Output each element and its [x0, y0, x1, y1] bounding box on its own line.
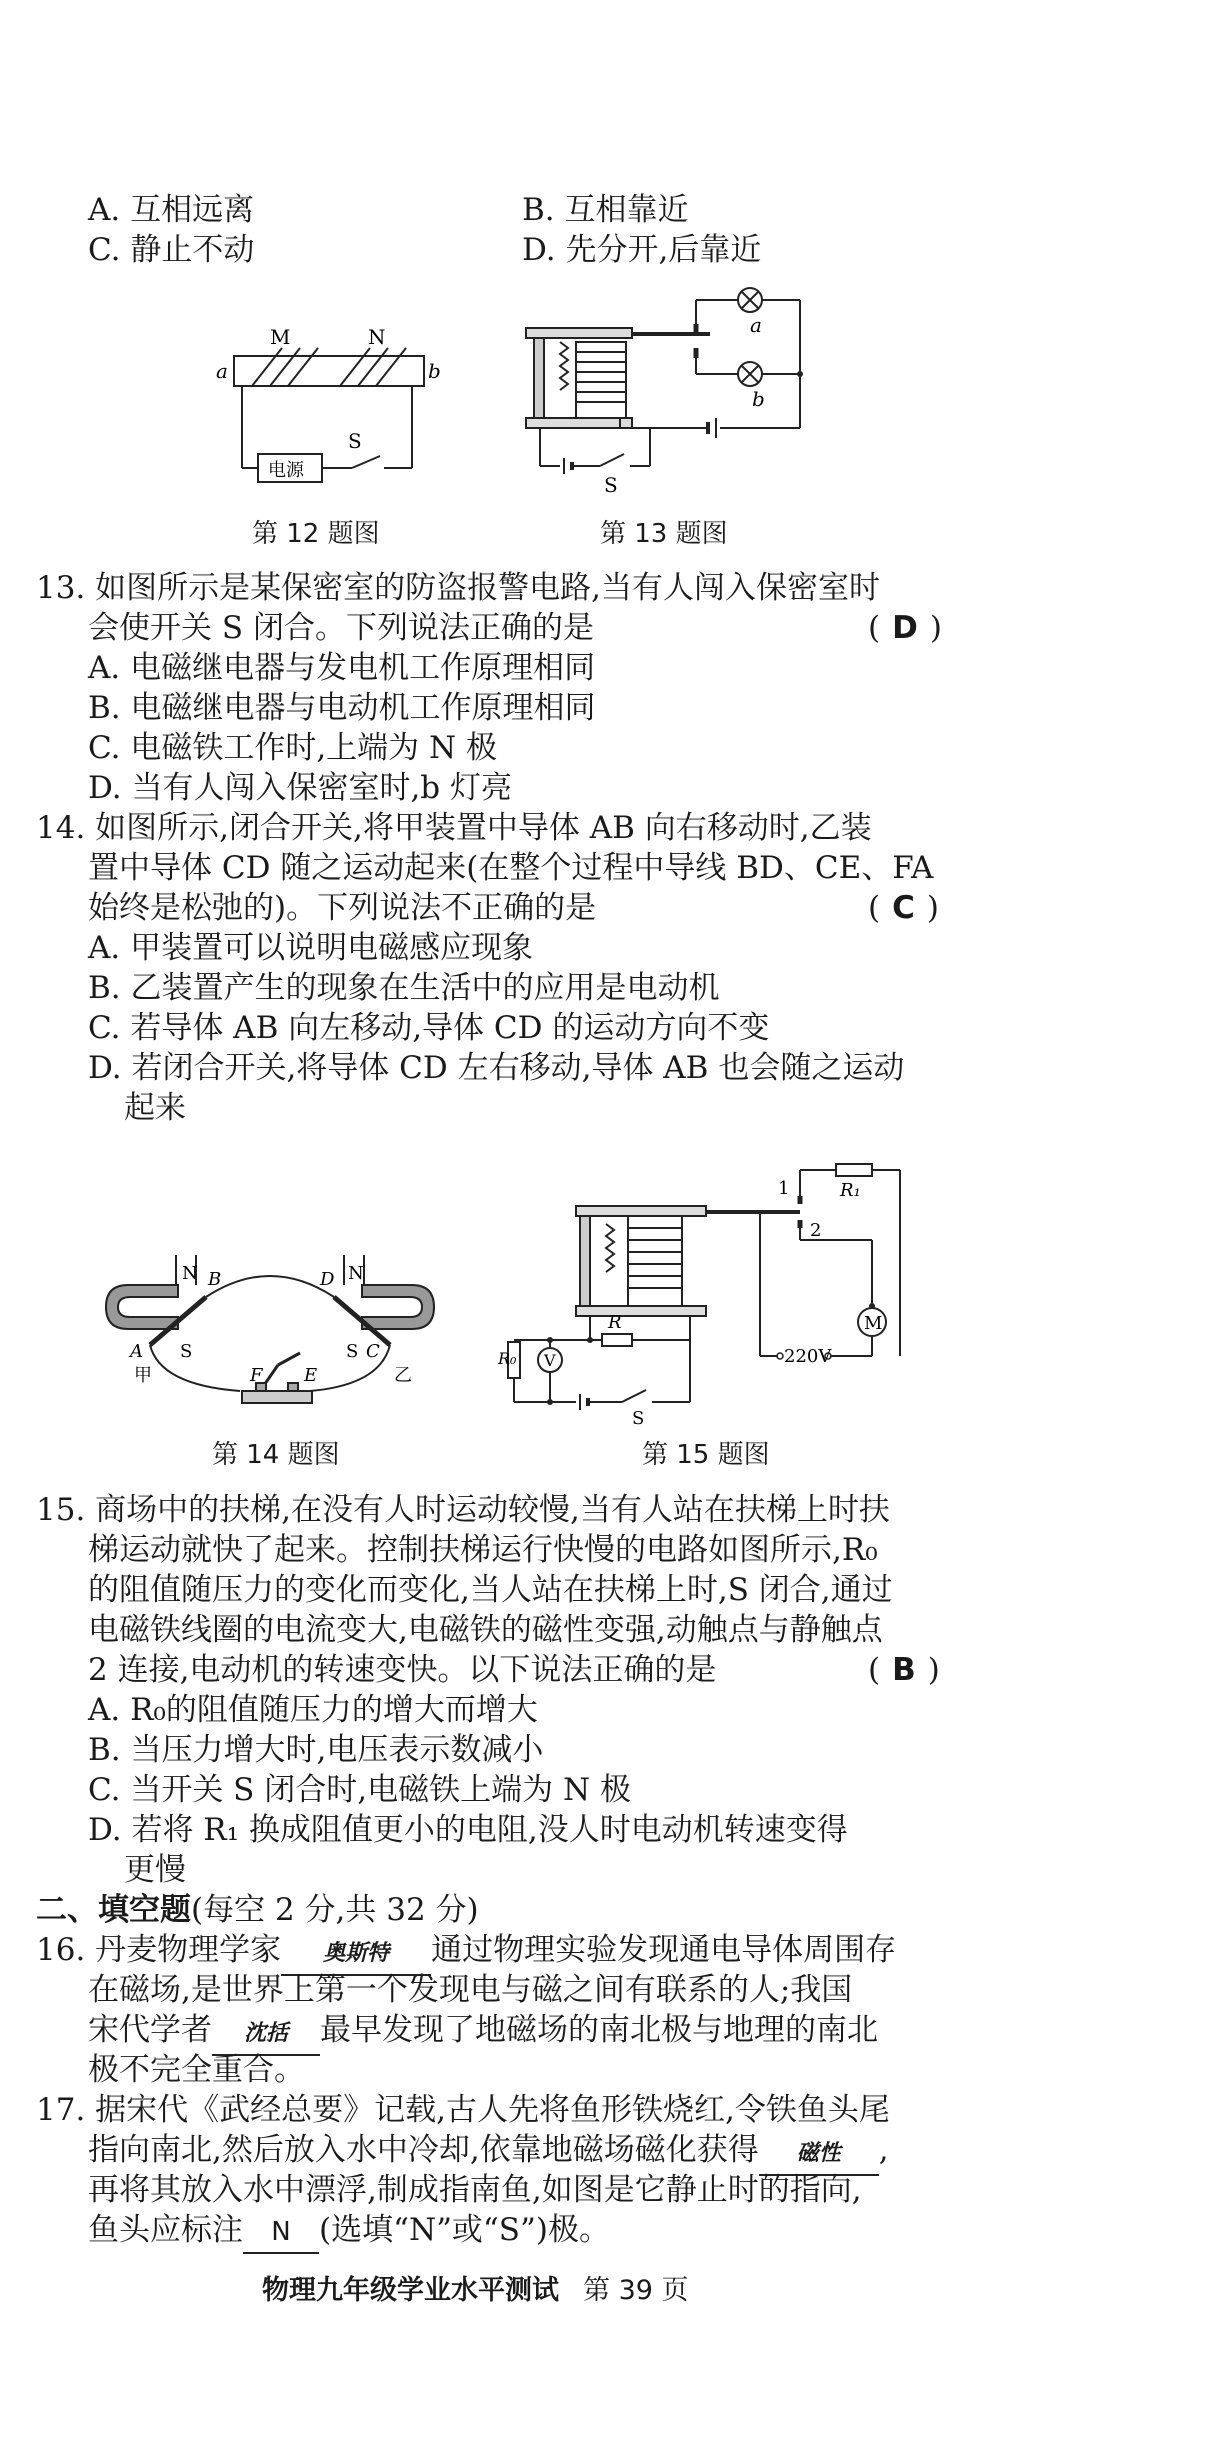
q15-option-c: C. 当开关 S 闭合时,电磁铁上端为 N 极: [88, 1772, 631, 1808]
fig15-label-r0: R₀: [498, 1349, 517, 1368]
fig15-label-contact-1: 1: [778, 1178, 790, 1199]
q14-option-d-cont: 起来: [124, 1090, 186, 1126]
q17-line-1: 17. 据宋代《武经总要》记载,古人先将鱼形铁烧红,令铁鱼头尾: [36, 2092, 890, 2128]
figure-15: [498, 1140, 900, 1429]
q12-option-a: A. 互相远离: [88, 192, 255, 228]
fig13-label-b: b: [752, 387, 765, 411]
fig13-caption: 第 13 题图: [600, 519, 728, 549]
q15-stem-5: 2 连接,电动机的转速变快。以下说法正确的是: [88, 1652, 717, 1688]
q15-option-a: A. R₀的阻值随压力的增大而增大: [88, 1692, 538, 1728]
q17-part-4: 鱼头应标注: [88, 2212, 243, 2248]
q14-stem-2: 置中导体 CD 随之运动起来(在整个过程中导线 BD、CE、FA: [88, 850, 934, 886]
q14-option-c: C. 若导体 AB 向左移动,导体 CD 的运动方向不变: [88, 1010, 770, 1046]
fig14-label-a: A: [130, 1341, 143, 1362]
section-2-heading: [36, 1890, 479, 1930]
q16-line-4: 极不完全重合。: [88, 2052, 305, 2088]
fig12-label-n: N: [368, 325, 386, 349]
q13-stem-2: 会使开关 S 闭合。下列说法正确的是: [88, 610, 594, 646]
fig14-label-d: D: [320, 1269, 335, 1290]
q15-stem-1: 15. 商场中的扶梯,在没有人时运动较慢,当有人站在扶梯上时扶: [36, 1492, 890, 1528]
q17-blank-1: 磁性: [759, 2134, 879, 2176]
q15-option-b: B. 当压力增大时,电压表示数减小: [88, 1732, 544, 1768]
q13-option-c: C. 电磁铁工作时,上端为 N 极: [88, 730, 498, 766]
fig12-label-b: b: [428, 359, 441, 383]
q13-stem-1: 13. 如图所示是某保密室的防盗报警电路,当有人闯入保密室时: [36, 570, 881, 606]
figure-14: [100, 1215, 460, 1415]
q13-option-a: A. 电磁继电器与发电机工作原理相同: [88, 650, 596, 686]
fig14-label-n1: N: [182, 1263, 198, 1284]
q17-line-3: 再将其放入水中漂浮,制成指南鱼,如图是它静止时的指向,: [88, 2172, 862, 2208]
q17-part-2: 指向南北,然后放入水中冷却,依靠地磁场磁化获得: [88, 2132, 759, 2168]
q16-part-4: 最早发现了地磁场的南北极与地理的南北: [320, 2012, 878, 2048]
q13-answer: ( D ): [868, 610, 942, 646]
q17-blank-2: N: [243, 2212, 319, 2254]
fig15-label-v: V: [544, 1351, 556, 1370]
fig14-label-s1: S: [180, 1341, 193, 1362]
q13-option-b: B. 电磁继电器与电动机工作原理相同: [88, 690, 596, 726]
q17-part-2-end: ,: [878, 2132, 889, 2168]
q15-option-d: D. 若将 R₁ 换成阻值更小的电阻,没人时电动机转速变得: [88, 1812, 848, 1848]
q15-answer: ( B ): [868, 1652, 940, 1688]
section-2-title: 二、填空题: [36, 1892, 191, 1928]
q16-part-2: 通过物理实验发现通电导体周围存: [431, 1932, 897, 1968]
q15-stem-4: 电磁铁线圈的电流变大,电磁铁的磁性变强,动触点与静触点: [88, 1612, 883, 1648]
q16-blank-2: 沈括: [212, 2014, 320, 2056]
q14-answer: ( C ): [868, 890, 939, 926]
q13-answer-value: D: [892, 610, 918, 646]
q14-option-d: D. 若闭合开关,将导体 CD 左右移动,导体 AB 也会随之运动: [88, 1050, 905, 1086]
fig15-label-m: M: [864, 1313, 883, 1334]
fig15-label-r1: R₁: [840, 1180, 861, 1201]
fig14-label-n2: N: [348, 1263, 364, 1284]
fig12-switch-label: S: [348, 429, 362, 453]
fig14-label-c: C: [366, 1341, 380, 1362]
q13-option-d: D. 当有人闯入保密室时,b 灯亮: [88, 770, 513, 806]
q15-stem-3: 的阻值随压力的变化而变化,当人站在扶梯上时,S 闭合,通过: [88, 1572, 893, 1608]
q15-option-d-cont: 更慢: [124, 1852, 186, 1888]
fig12-power-label: 电源: [268, 460, 304, 481]
fig15-caption: 第 15 题图: [642, 1440, 770, 1470]
fig14-caption: 第 14 题图: [212, 1440, 340, 1470]
fig12-label-m: M: [270, 325, 291, 349]
q14-option-a: A. 甲装置可以说明电磁感应现象: [88, 930, 534, 966]
fig12-caption: 第 12 题图: [252, 519, 380, 549]
fig14-label-e: E: [304, 1365, 318, 1386]
q12-option-b: B. 互相靠近: [522, 192, 689, 228]
fig15-label-r: R: [608, 1312, 622, 1333]
footer-title: 物理九年级学业水平测试: [262, 2275, 559, 2306]
page-footer: [262, 2268, 689, 2307]
q17-part-4-end: (选填“N”或“S”)极。: [319, 2212, 610, 2248]
fig14-label-jia: 甲: [134, 1365, 152, 1386]
fig15-label-volt: 220V: [784, 1346, 832, 1367]
q15-stem-2: 梯运动就快了起来。控制扶梯运行快慢的电路如图所示,R₀: [88, 1532, 878, 1568]
fig14-label-yi: 乙: [394, 1365, 412, 1386]
q16-line-2: 在磁场,是世界上第一个发现电与磁之间有联系的人;我国: [88, 1972, 853, 2008]
footer-page: 第 39 页: [583, 2275, 689, 2306]
q16-part-3: 宋代学者: [88, 2012, 212, 2048]
fig14-label-s2: S: [346, 1341, 359, 1362]
fig14-label-b: B: [208, 1269, 222, 1290]
fig13-switch-label: S: [604, 473, 618, 497]
q14-stem-3: 始终是松弛的)。下列说法不正确的是: [88, 890, 597, 926]
fig14-label-f: F: [250, 1365, 263, 1386]
q17-line-4: [88, 2210, 610, 2254]
section-2-note: (每空 2 分,共 32 分): [191, 1892, 479, 1928]
q12-option-c: C. 静止不动: [88, 232, 255, 268]
q14-answer-value: C: [892, 890, 915, 926]
figure-12: [212, 320, 452, 500]
fig15-label-s: S: [632, 1408, 645, 1429]
fig13-label-a: a: [750, 313, 762, 337]
q16-blank-1: 奥斯特: [281, 1934, 431, 1976]
q16-part-1: 16. 丹麦物理学家: [36, 1932, 282, 1968]
q14-option-b: B. 乙装置产生的现象在生活中的应用是电动机: [88, 970, 720, 1006]
q14-stem-1: 14. 如图所示,闭合开关,将甲装置中导体 AB 向右移动时,乙装: [36, 810, 872, 846]
fig12-label-a: a: [216, 359, 228, 383]
fig15-label-contact-2: 2: [810, 1220, 822, 1241]
figure-13: [520, 278, 820, 498]
q12-option-d: D. 先分开,后靠近: [522, 232, 762, 268]
q15-answer-value: B: [892, 1652, 916, 1688]
